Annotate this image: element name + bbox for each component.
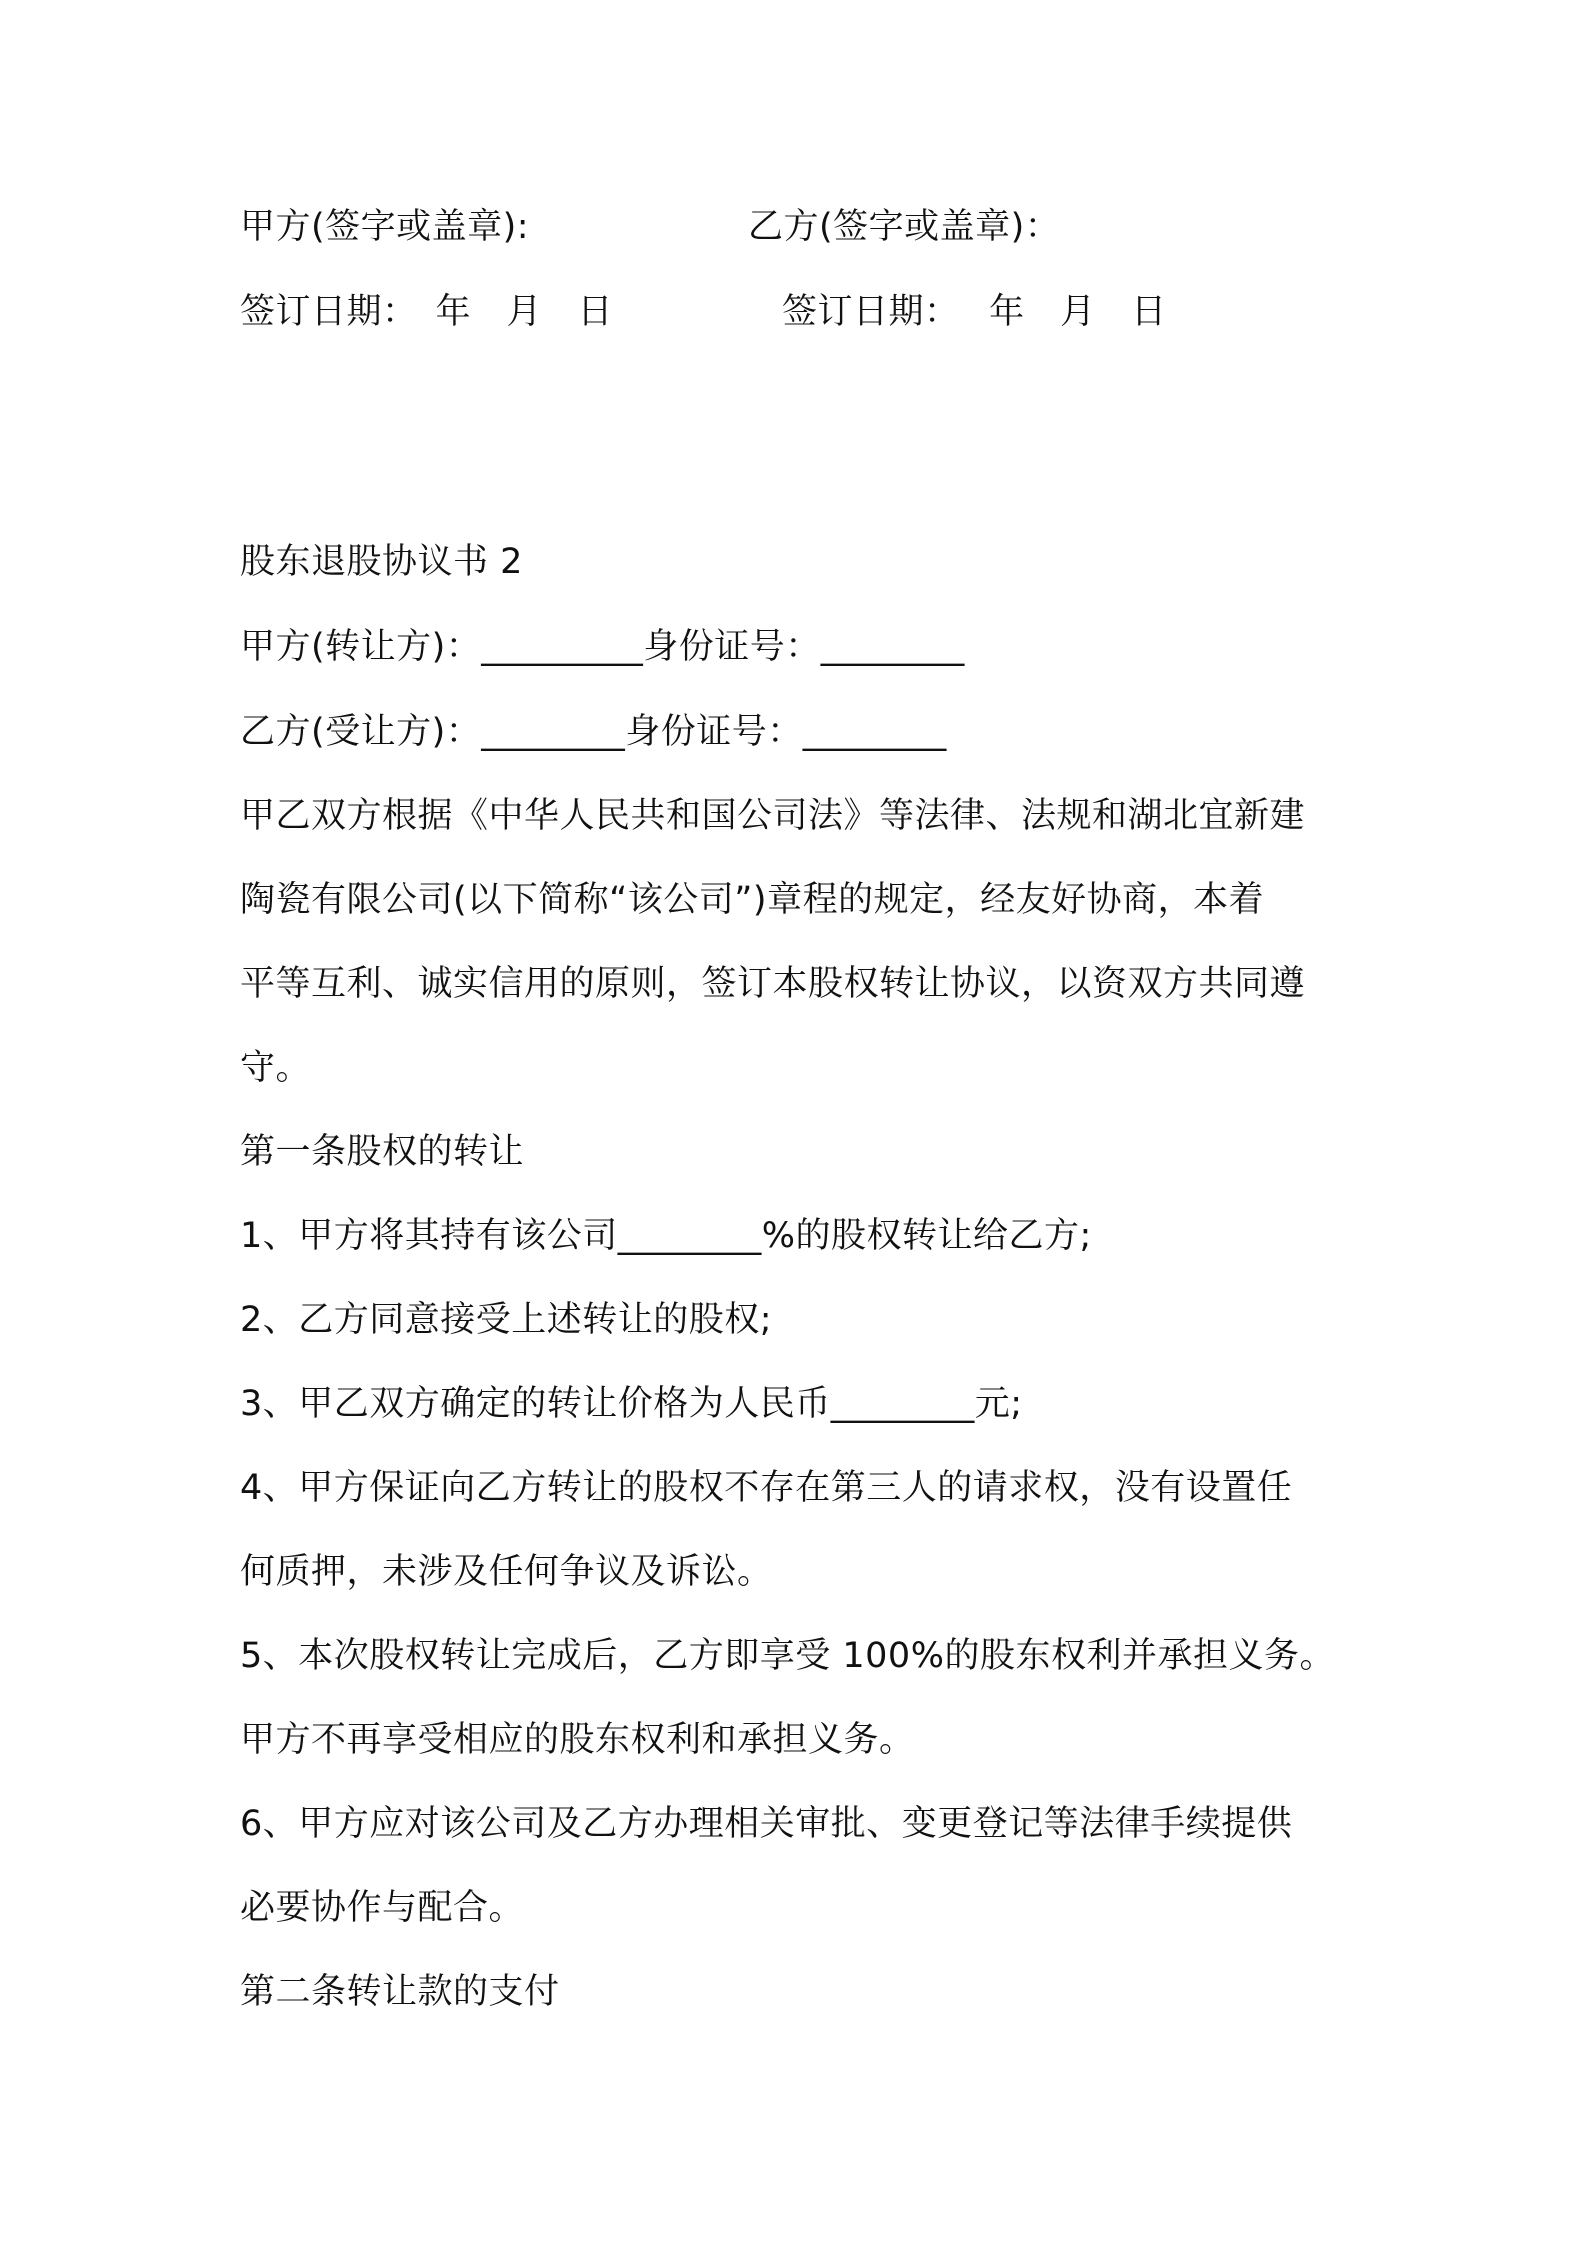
preamble-line: 守。: [240, 1048, 312, 1088]
article-1-item: 何质押，未涉及任何争议及诉讼。: [240, 1552, 773, 1592]
article-1-item: 6、甲方应对该公司及乙方办理相关审批、变更登记等法律手续提供: [240, 1804, 1293, 1844]
party-b-info: 乙方(受让方)：________身份证号：________: [240, 712, 947, 752]
party-b-sign-date: 签订日期： 年 月 日: [782, 292, 1167, 332]
preamble-line: 甲乙双方根据《中华人民共和国公司法》等法律、法规和湖北宜新建: [240, 796, 1306, 836]
party-a-info: 甲方(转让方)：_________身份证号：________: [240, 627, 965, 667]
party-b-signature-label: 乙方(签字或盖章)：: [748, 207, 1061, 247]
party-a-signature-label: 甲方(签字或盖章):: [240, 207, 530, 247]
article-2-title: 第二条转让款的支付: [240, 1972, 560, 2012]
article-1-item: 1、甲方将其持有该公司________%的股权转让给乙方;: [240, 1216, 1092, 1256]
article-1-item: 5、本次股权转让完成后，乙方即享受 100%的股东权利并承担义务。: [240, 1636, 1335, 1676]
article-1-item: 必要协作与配合。: [240, 1888, 525, 1928]
party-a-sign-date: 签订日期： 年 月 日: [240, 292, 614, 332]
article-1-item: 4、甲方保证向乙方转让的股权不存在第三人的请求权，没有设置任: [240, 1468, 1293, 1508]
article-1-title: 第一条股权的转让: [240, 1132, 525, 1172]
article-1-item: 甲方不再享受相应的股东权利和承担义务。: [240, 1720, 915, 1760]
article-1-item: 2、乙方同意接受上述转让的股权;: [240, 1300, 773, 1340]
preamble-line: 平等互利、诚实信用的原则，签订本股权转让协议，以资双方共同遵: [240, 964, 1306, 1004]
document-title: 股东退股协议书 2: [240, 542, 523, 582]
article-1-item: 3、甲乙双方确定的转让价格为人民币________元;: [240, 1384, 1023, 1424]
preamble-line: 陶瓷有限公司(以下简称“该公司”)章程的规定，经友好协商，本着: [240, 880, 1265, 920]
